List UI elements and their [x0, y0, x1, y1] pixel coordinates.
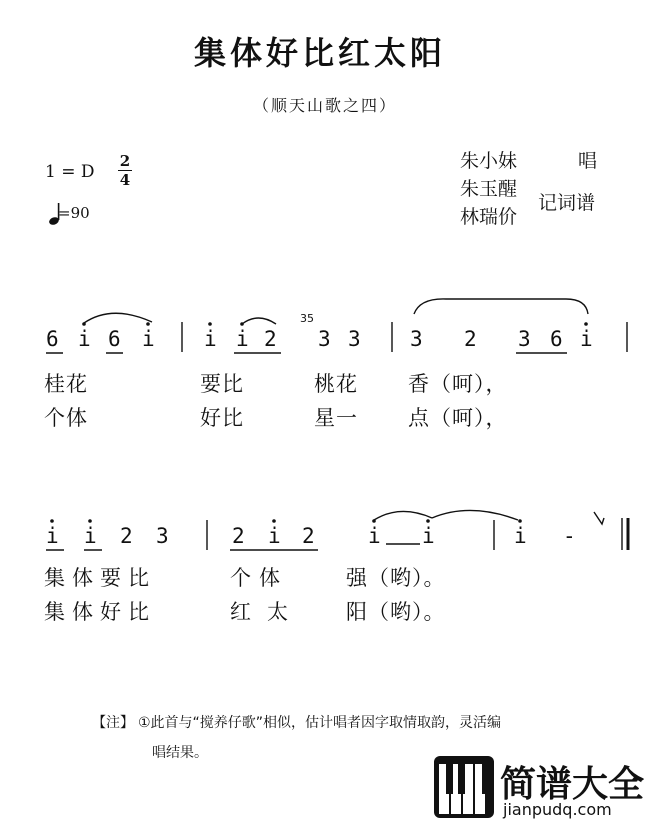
- lyric: 阳（哟）。: [346, 600, 446, 624]
- slur: [414, 299, 588, 314]
- lyric: 个体: [44, 406, 88, 430]
- note: i: [78, 327, 91, 351]
- high-octave-dot: [584, 322, 588, 326]
- note: 3: [410, 327, 423, 351]
- footnote-text-1: ①此首与“搅养仔歌”相似，估计唱者因字取情取韵，灵活编: [138, 715, 502, 731]
- watermark-url: jianpudq.com: [503, 800, 612, 819]
- note: i: [514, 524, 527, 548]
- note: i: [46, 524, 59, 548]
- lyric: 集体好比: [44, 600, 156, 624]
- credit-recorder-2: 林瑞价: [460, 206, 518, 228]
- note: i: [368, 524, 381, 548]
- lyric: 点（呵），: [408, 406, 508, 430]
- high-octave-dot: [272, 519, 276, 523]
- slur: [242, 318, 276, 324]
- time-signature-top: 2: [119, 152, 131, 170]
- credit-sing-role: 唱: [578, 150, 598, 172]
- slur: [374, 511, 432, 520]
- lyric: 星一: [314, 406, 358, 430]
- note: 3: [518, 327, 531, 351]
- note: 2: [120, 524, 133, 548]
- lyric: 桃花: [314, 372, 358, 396]
- lyric: 桂花: [44, 372, 88, 396]
- tempo-marking: =90: [58, 204, 90, 222]
- note: 2: [464, 327, 477, 351]
- page-title: 集体好比红太阳: [193, 34, 446, 72]
- high-octave-dot: [88, 519, 92, 523]
- watermark-name: 简谱大全: [500, 764, 645, 805]
- note: 6: [108, 327, 121, 351]
- note: 3: [318, 327, 331, 351]
- high-octave-dot: [50, 519, 54, 523]
- note: i: [84, 524, 97, 548]
- lyric: 香（呵），: [408, 372, 508, 396]
- lyric: 红太: [230, 600, 304, 624]
- lyric: 要比: [200, 372, 244, 396]
- note: i: [236, 327, 249, 351]
- grace-notes: 35: [300, 312, 314, 325]
- footnote-text-2: 唱结果。: [152, 745, 208, 761]
- note: 2: [264, 327, 277, 351]
- high-octave-dot: [518, 519, 522, 523]
- note: i: [580, 327, 593, 351]
- credit-record-role: 记词谱: [538, 192, 596, 214]
- high-octave-dot: [426, 519, 430, 523]
- high-octave-dot: [240, 322, 244, 326]
- high-octave-dot: [208, 322, 212, 326]
- note: -: [563, 524, 576, 548]
- lyric: 个体: [230, 566, 288, 590]
- note: 3: [348, 327, 361, 351]
- note: i: [422, 524, 435, 548]
- note: 6: [46, 327, 59, 351]
- note: i: [268, 524, 281, 548]
- slur: [432, 510, 518, 520]
- note: 3: [156, 524, 169, 548]
- time-signature-bottom: 4: [119, 171, 131, 189]
- note: 6: [550, 327, 563, 351]
- note: i: [142, 327, 155, 351]
- note: 2: [232, 524, 245, 548]
- high-octave-dot: [82, 322, 86, 326]
- key-signature: 1 = D: [45, 162, 95, 182]
- lyric: 好比: [200, 406, 244, 430]
- footnote-label: 【注】: [92, 715, 134, 731]
- lyric: 集体要比: [44, 566, 156, 590]
- high-octave-dot: [146, 322, 150, 326]
- note: i: [204, 327, 217, 351]
- lyric: 强（哟）。: [346, 566, 446, 590]
- slur: [84, 313, 152, 323]
- breath-mark: [594, 512, 604, 524]
- note: 2: [302, 524, 315, 548]
- credit-recorder-1: 朱玉醒: [460, 178, 518, 200]
- subtitle: （顺天山歌之四）: [252, 96, 397, 115]
- credit-singer: 朱小妹: [460, 150, 518, 172]
- high-octave-dot: [372, 519, 376, 523]
- piano-keys-icon: [434, 756, 494, 818]
